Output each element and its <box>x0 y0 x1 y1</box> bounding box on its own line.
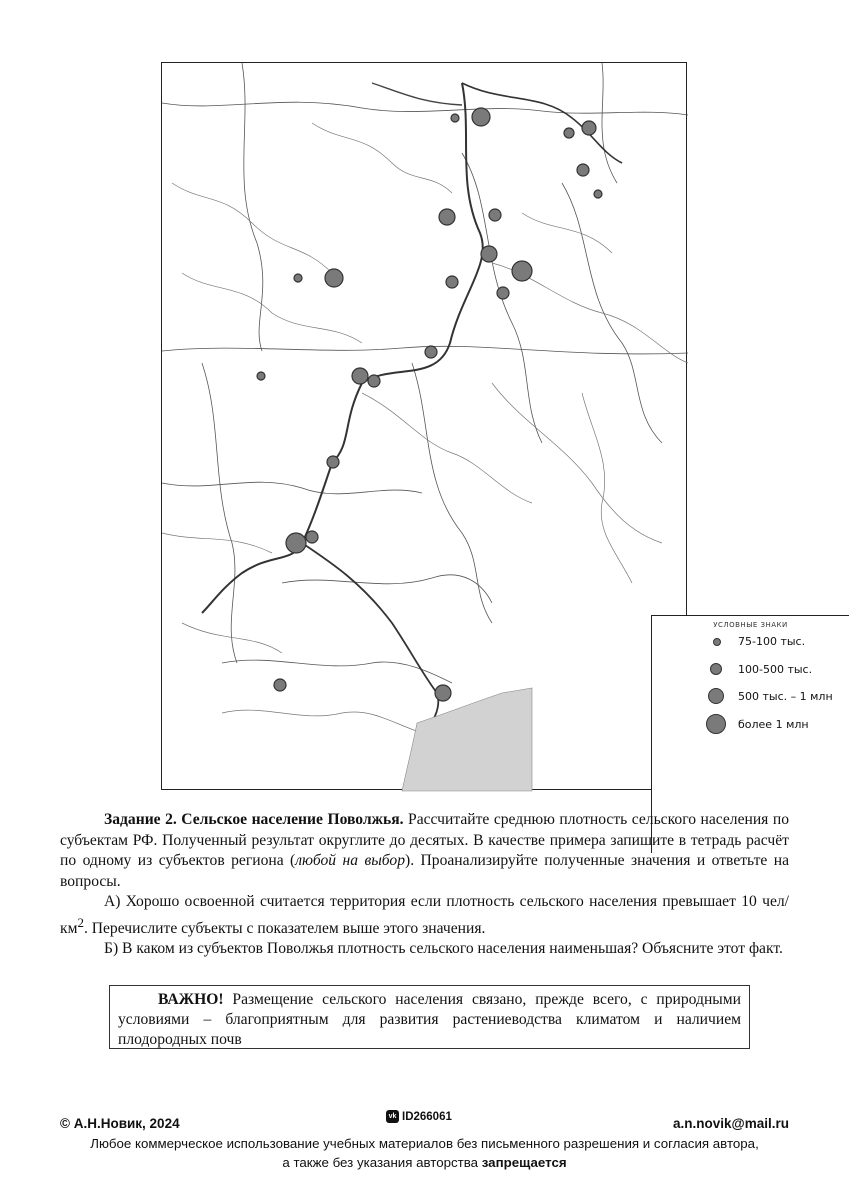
task-heading: Задание 2. Сельское население Поволжья. <box>104 811 404 828</box>
legend-symbol-medium <box>710 663 722 675</box>
city-marker <box>257 372 265 380</box>
city-marker <box>352 368 368 384</box>
legend-symbol-large <box>708 688 724 704</box>
legend-item <box>652 688 842 710</box>
legend-label: 100-500 тыс. <box>738 663 813 676</box>
legend-item <box>652 661 842 683</box>
city-marker <box>472 108 490 126</box>
legend-label: более 1 млн <box>738 718 809 731</box>
task-intro-italic: любой на выбор <box>295 852 406 869</box>
city-marker <box>439 209 455 225</box>
city-marker <box>489 209 501 221</box>
city-marker <box>274 679 286 691</box>
city-marker <box>446 276 458 288</box>
legend-item <box>652 714 842 736</box>
license-note-line1: Любое коммерческое использование учебных материалов без письменного разрешения и согласия автора, <box>90 1136 759 1151</box>
legend-symbol-small <box>713 638 721 646</box>
legend-label: 75-100 тыс. <box>738 635 806 648</box>
license-note-forbidden: запрещается <box>481 1155 567 1170</box>
question-a <box>60 892 789 939</box>
tributary-river <box>372 83 462 105</box>
city-marker <box>497 287 509 299</box>
vk-id-text: ID266061 <box>402 1110 452 1123</box>
task-intro-text: Рассчитайте среднюю плотность сельского населения по субъектам РФ. Полученный результат округлите до десятых. В качестве примера запишите в тетрадь расчёт по одному из субъектов региона ( <box>60 811 789 869</box>
city-marker <box>577 164 589 176</box>
license-note-line2-text: а также без указания авторства <box>282 1155 482 1170</box>
city-marker <box>564 128 574 138</box>
author-email: a.n.novik@mail.ru <box>673 1116 789 1131</box>
question-a-text: А) Хорошо освоенной считается территория если плотность сельского населения превышает 10 чел/км <box>60 893 789 937</box>
city-marker <box>325 269 343 287</box>
city-marker <box>425 346 437 358</box>
vk-id <box>386 1110 452 1123</box>
city-marker <box>512 261 532 281</box>
copyright: © А.Н.Новик, 2024 <box>60 1116 180 1131</box>
city-marker <box>594 190 602 198</box>
question-a-text-end: . Перечислите субъекты с показателем выше этого значения. <box>83 919 486 937</box>
administrative-borders <box>162 63 688 683</box>
city-marker <box>368 375 380 387</box>
rivers <box>162 123 688 733</box>
important-note-box <box>109 985 750 1049</box>
volga-lower-river <box>302 543 438 735</box>
population-map <box>161 62 833 790</box>
city-marker <box>327 456 339 468</box>
vk-icon: vk <box>386 1110 399 1123</box>
license-note-line2 <box>0 1155 849 1170</box>
caspian-sea <box>402 688 532 791</box>
task-intro <box>60 810 789 892</box>
legend-item <box>652 634 842 656</box>
city-marker <box>435 685 451 701</box>
important-lead: ВАЖНО! <box>158 991 224 1008</box>
city-marker <box>306 531 318 543</box>
legend-title: УСЛОВНЫЕ ЗНАКИ <box>713 621 788 629</box>
legend-label: 500 тыс. – 1 млн <box>738 690 833 703</box>
city-marker <box>582 121 596 135</box>
city-marker <box>286 533 306 553</box>
important-text: Размещение сельского населения связано, прежде всего, с природными условиями – благоприятным для развития растениеводства климатом и наличием плодородных почв <box>118 991 741 1048</box>
question-a-superscript: 2 <box>77 914 84 930</box>
task-intro-text-end: ). Проанализируйте полученные значения и ответьте на вопросы. <box>60 852 789 890</box>
city-marker <box>481 246 497 262</box>
city-markers <box>257 108 602 701</box>
city-marker <box>294 274 302 282</box>
task-text <box>60 810 789 960</box>
question-b: Б) В каком из субъектов Поволжья плотность сельского населения наименьшая? Объясните этот факт. <box>104 940 783 958</box>
legend-symbol-xlarge <box>706 714 726 734</box>
map-drawing <box>162 63 688 791</box>
city-marker <box>451 114 459 122</box>
